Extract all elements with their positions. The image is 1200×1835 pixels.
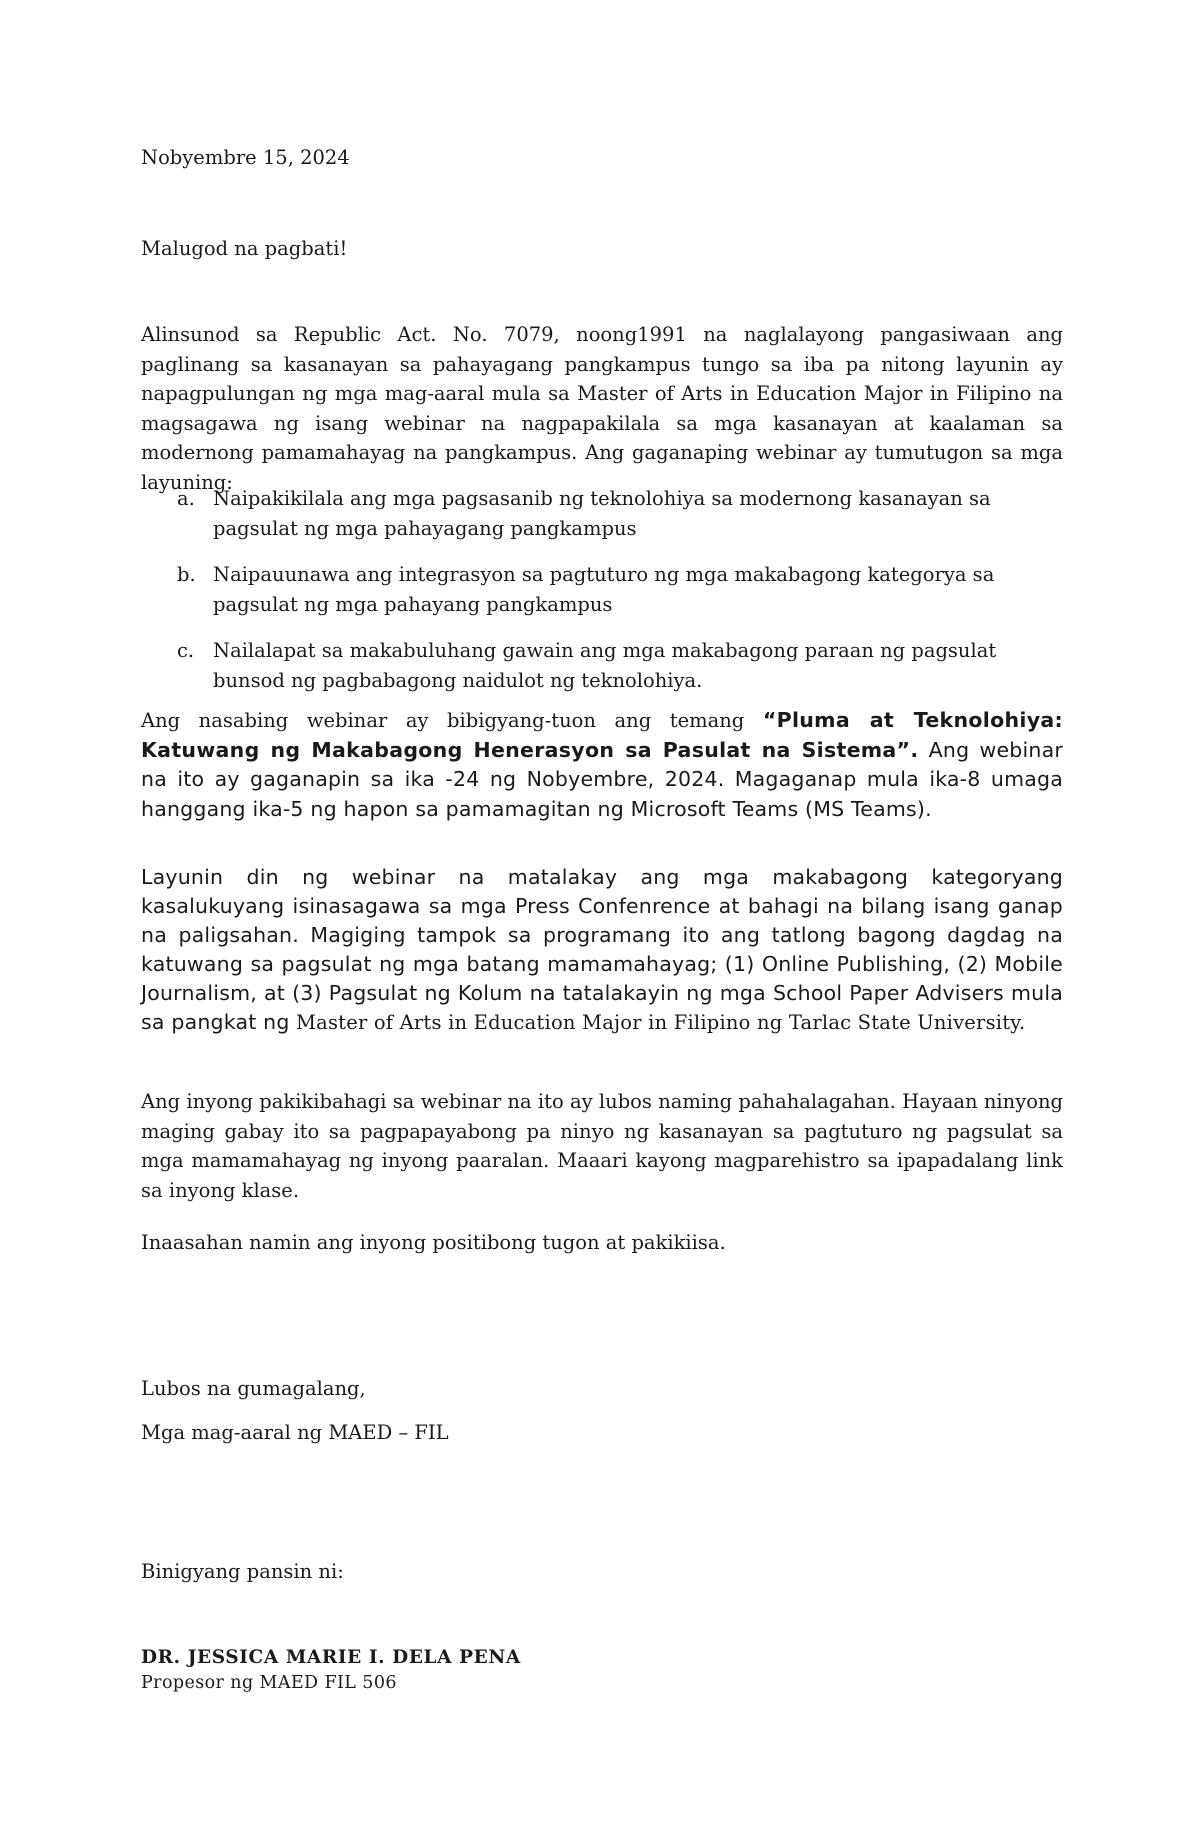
letter-page [141, 0, 1063, 1835]
goals-paragraph [141, 863, 1063, 1038]
noted-by-label: Binigyang pansin ni: [141, 1560, 344, 1583]
closing-line: Lubos na gumagalang, [141, 1377, 366, 1400]
list-marker: a. [177, 487, 195, 510]
list-marker: b. [177, 563, 196, 586]
objectives-list [141, 484, 1063, 712]
webinar-details: Ang webinar na ito ay gaganapin sa ika -24 ng Nobyembre, 2024. Magaganap mula ika-8 umaga hanggang ika-5 ng hapon sa pamamagitan ng Microsoft Teams (MS Teams). [141, 737, 1063, 821]
expectation-paragraph: Inaasahan namin ang inyong positibong tugon at pakikiisa. [141, 1231, 726, 1254]
signatory-name: DR. JESSICA MARIE I. DELA PENA [141, 1647, 521, 1668]
sender-line: Mga mag-aaral ng MAED – FIL [141, 1421, 449, 1444]
list-marker: c. [177, 639, 195, 662]
goals-text-serif: Master of Arts in Education Major in Filipino ng Tarlac State University. [289, 1011, 1026, 1034]
list-item [141, 636, 1063, 695]
list-item [141, 484, 1063, 543]
list-item [141, 560, 1063, 619]
participation-paragraph: Ang inyong pakikibahagi sa webinar na ito ay lubos naming pahahalagahan. Hayaan ninyong maging gabay ito sa pagpapayabong pa ninyo ng kasanayan sa pagtuturo ng pagsulat sa mga mamamahayag ng inyong paaralan. Maaari kayong magparehistro sa ipapadalang link sa inyong klase. [141, 1090, 1063, 1202]
signatory-title: Propesor ng MAED FIL 506 [141, 1673, 397, 1693]
greeting: Malugod na pagbati! [141, 237, 348, 260]
objective-text: Nailalapat sa makabuluhang gawain ang mga makabagong paraan ng pagsulat bunsod ng pagbabagong naidulot ng teknolohiya. [213, 639, 997, 692]
theme-lead: Ang nasabing webinar ay bibigyang-tuon ang temang [141, 709, 763, 732]
theme-paragraph [141, 706, 1063, 824]
objective-text: Naipauunawa ang integrasyon sa pagtuturo ng mga makabagong kategorya sa pagsulat ng mga pahayang pangkampus [213, 563, 995, 616]
goals-text: Layunin din ng webinar na matalakay ang mga makabagong kategoryang kasalukuyang isinasagawa sa mga Press Confenrence at bahagi na bilang isang ganap na paligsahan. Magiging tampok sa programang ito ang tatlong bagong dagdag na katuwang sa pagsulat ng mga batang mamamahayag; (1) Online Publishing, (2) Mobile Journalism, at (3) Pagsulat ng Kolum na tatalakayin ng mga School Paper Advisers mula sa pangkat ng [141, 865, 1063, 1034]
webinar-theme: “Pluma at Teknolohiya: Katuwang ng Makabagong Henerasyon sa Pasulat na Sistema”. [141, 708, 1063, 762]
objective-text: Naipakikilala ang mga pagsasanib ng teknolohiya sa modernong kasanayan sa pagsulat ng mga pahayagang pangkampus [213, 487, 991, 540]
letter-date: Nobyembre 15, 2024 [141, 146, 350, 169]
intro-paragraph: Alinsunod sa Republic Act. No. 7079, noong1991 na naglalayong pangasiwaan ang paglinang sa kasanayan sa pahayagang pangkampus tungo sa iba pa nitong layunin ay napagpulungan ng mga mag-aaral mula sa Master of Arts in Education Major in Filipino na magsagawa ng isang webinar na nagpapakilala sa mga kasanayan at kaalaman sa modernong pamamahayag na pangkampus. Ang gaganaping webinar ay tumutugon sa mga layuning: [141, 323, 1063, 494]
